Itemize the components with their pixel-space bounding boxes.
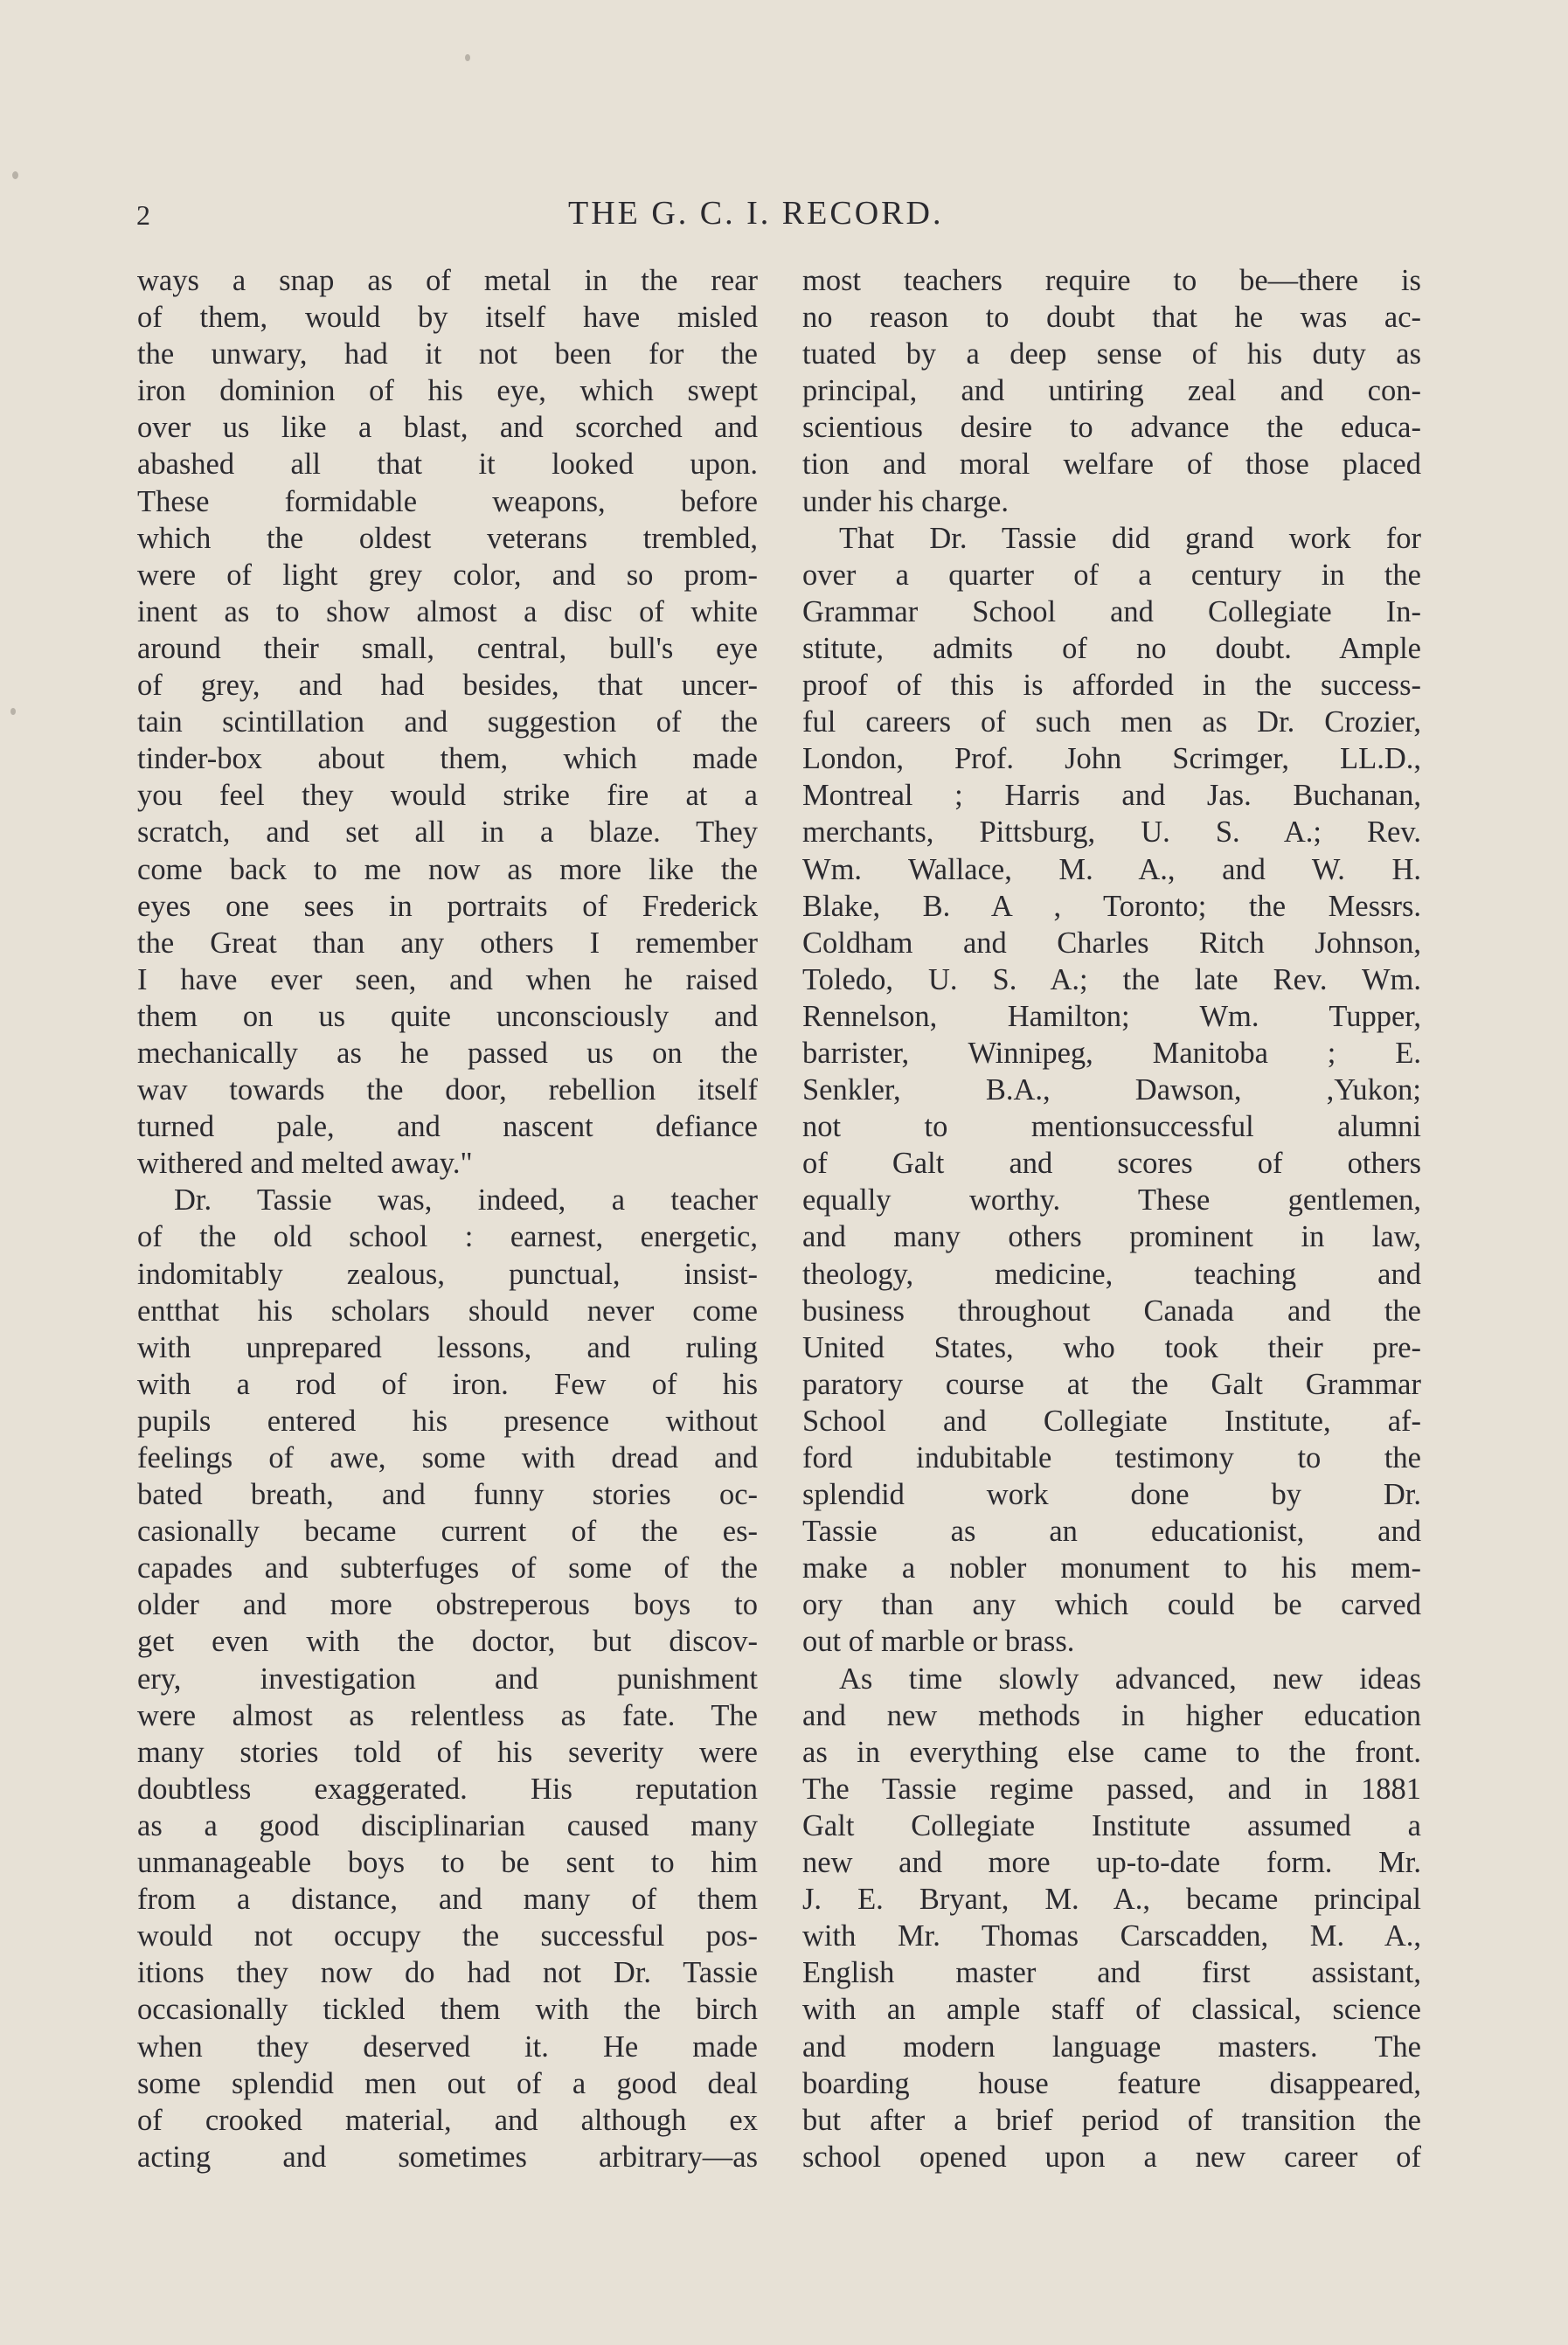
text-line: iron dominion of his eye, which swept [137,374,758,408]
text-line: older and more obstreperous boys to [137,1588,758,1622]
text-line: of them, would by itself have misled [137,301,758,335]
text-line: unmanageable boys to be sent to him [137,1846,758,1880]
text-line: Galt Collegiate Institute assumed a [802,1808,1421,1842]
text-line: I have ever seen, and when he raised [137,962,758,996]
text-line: from a distance, and many of them [137,1883,758,1917]
text-line: indomitably zealous, punctual, insist- [137,1257,758,1291]
text-line: of Galt and scores of others [802,1147,1421,1181]
text-line: many stories told of his severity were [137,1735,758,1769]
text-line: Wm. Wallace, M. A., and W. H. [802,852,1421,886]
text-line: boarding house feature disappeared, [802,2066,1421,2100]
text-line: and new methods in higher education [802,1698,1421,1732]
text-line: were of light grey color, and so prom- [137,558,758,592]
text-line: tinder-box about them, which made [137,742,758,776]
text-line: but after a brief period of transition the [802,2103,1421,2137]
text-line: with an ample staff of classical, science [802,1993,1421,2027]
text-line: inent as to show almost a disc of white [137,594,758,628]
text-line: English master and first assistant, [802,1956,1421,1990]
text-line: eyes one sees in portraits of Frederick [137,889,758,923]
text-line: which the oldest veterans trembled, [137,521,758,555]
text-line: As time slowly advanced, new ideas [839,1662,1421,1696]
text-line: ery, investigation and punishment [137,1662,758,1696]
text-line: paratory course at the Galt Grammar [802,1367,1421,1401]
text-line: business throughout Canada and the [802,1294,1421,1328]
text-line: get even with the doctor, but discov- [137,1625,758,1659]
text-line: That Dr. Tassie did grand work for [839,521,1421,555]
text-line: of crooked material, and although ex [137,2103,758,2137]
text-line: School and Collegiate Institute, af- [802,1404,1421,1438]
text-line: and many others prominent in law, [802,1220,1421,1254]
text-line: withered and melted away." [137,1147,473,1181]
text-line: them on us quite unconsciously and [137,999,758,1033]
text-line: stitute, admits of no doubt. Ample [802,631,1421,665]
text-line: splendid work done by Dr. [802,1478,1421,1512]
page-number: 2 [136,199,150,231]
text-line: Tassie as an educationist, and [802,1515,1421,1549]
text-line: and modern language masters. The [802,2029,1421,2064]
text-line: equally worthy. These gentlemen, [802,1183,1421,1218]
text-line: These formidable weapons, before [137,484,758,518]
text-line: under his charge. [802,484,1009,518]
text-line: ford indubitable testimony to the [802,1441,1421,1474]
text-line: around their small, central, bull's eye [137,631,758,665]
text-line: new and more up-to-date form. Mr. [802,1846,1421,1880]
paper-speck [465,54,470,61]
text-line: Toledo, U. S. A.; the late Rev. Wm. [802,962,1421,996]
text-line: abashed all that it looked upon. [137,447,758,482]
text-line: most teachers require to be—there is [802,264,1421,297]
text-line: tuated by a deep sense of his duty as [802,337,1421,371]
text-line: Rennelson, Hamilton; Wm. Tupper, [802,999,1421,1033]
text-line: merchants, Pittsburg, U. S. A.; Rev. [802,815,1421,850]
text-line: Blake, B. A , Toronto; the Messrs. [802,889,1421,923]
running-title: THE G. C. I. RECORD. [568,195,944,232]
text-line: itions they now do had not Dr. Tassie [137,1956,758,1990]
text-line: proof of this is afforded in the success- [802,669,1421,703]
text-line: ory than any which could be carved [802,1588,1421,1622]
text-line: would not occupy the successful pos- [137,1919,758,1953]
text-line: doubtless exaggerated. His reputation [137,1772,758,1806]
page-header [0,191,1568,243]
text-line: school opened upon a new career of [802,2140,1421,2174]
text-line: wav towards the door, rebellion itself [137,1073,758,1107]
text-line: acting and sometimes arbitrary—as [137,2140,758,2174]
text-line: as in everything else came to the front. [802,1735,1421,1769]
paper-speck [10,708,16,715]
text-line: Senkler, B.A., Dawson, ,Yukon; [802,1073,1421,1107]
text-line: Montreal ; Harris and Jas. Buchanan, [802,779,1421,813]
left-column [137,262,758,2175]
text-line: turned pale, and nascent defiance [137,1110,758,1144]
text-line: the Great than any others I remember [137,926,758,960]
text-line: The Tassie regime passed, and in 1881 [802,1772,1421,1806]
text-line: as a good disciplinarian caused many [137,1808,758,1842]
text-line: Grammar School and Collegiate In- [802,594,1421,628]
text-line: entthat his scholars should never come [137,1294,758,1328]
text-line: tion and moral welfare of those placed [802,447,1421,482]
text-line: mechanically as he passed us on the [137,1036,758,1070]
text-line: bated breath, and funny stories oc- [137,1478,758,1512]
text-line: were almost as relentless as fate. The [137,1698,758,1732]
text-line: ful careers of such men as Dr. Crozier, [802,705,1421,739]
text-line: Dr. Tassie was, indeed, a teacher [174,1183,758,1218]
text-line: principal, and untiring zeal and con- [802,374,1421,408]
text-line: London, Prof. John Scrimger, LL.D., [802,742,1421,776]
paper-speck [12,171,18,179]
text-line: the unwary, had it not been for the [137,337,758,371]
text-line: when they deserved it. He made [137,2029,758,2064]
text-line: out of marble or brass. [802,1625,1075,1659]
text-line: casionally became current of the es- [137,1515,758,1549]
text-line: some splendid men out of a good deal [137,2066,758,2100]
text-line: make a nobler monument to his mem- [802,1551,1421,1585]
text-line: over us like a blast, and scorched and [137,411,758,445]
text-line: with unprepared lessons, and ruling [137,1330,758,1364]
text-line: with a rod of iron. Few of his [137,1367,758,1401]
text-line: come back to me now as more like the [137,852,758,886]
text-line: tain scintillation and suggestion of the [137,705,758,739]
text-line: Coldham and Charles Ritch Johnson, [802,926,1421,960]
text-line: United States, who took their pre- [802,1330,1421,1364]
text-line: you feel they would strike fire at a [137,779,758,813]
text-line: scratch, and set all in a blaze. They [137,815,758,850]
text-line: feelings of awe, some with dread and [137,1441,758,1474]
text-line: theology, medicine, teaching and [802,1257,1421,1291]
text-line: occasionally tickled them with the birch [137,1993,758,2027]
text-line: over a quarter of a century in the [802,558,1421,592]
text-line: of grey, and had besides, that uncer- [137,669,758,703]
text-line: no reason to doubt that he was ac- [802,301,1421,335]
text-line: capades and subterfuges of some of the [137,1551,758,1585]
text-line: scientious desire to advance the educa- [802,411,1421,445]
text-line: barrister, Winnipeg, Manitoba ; E. [802,1036,1421,1070]
text-line: ways a snap as of metal in the rear [137,264,758,297]
right-column [802,262,1421,2175]
text-line: of the old school : earnest, energetic, [137,1220,758,1254]
text-line: not to mentionsuccessful alumni [802,1110,1421,1144]
text-line: J. E. Bryant, M. A., became principal [802,1883,1421,1917]
text-line: with Mr. Thomas Carscadden, M. A., [802,1919,1421,1953]
text-line: pupils entered his presence without [137,1404,758,1438]
